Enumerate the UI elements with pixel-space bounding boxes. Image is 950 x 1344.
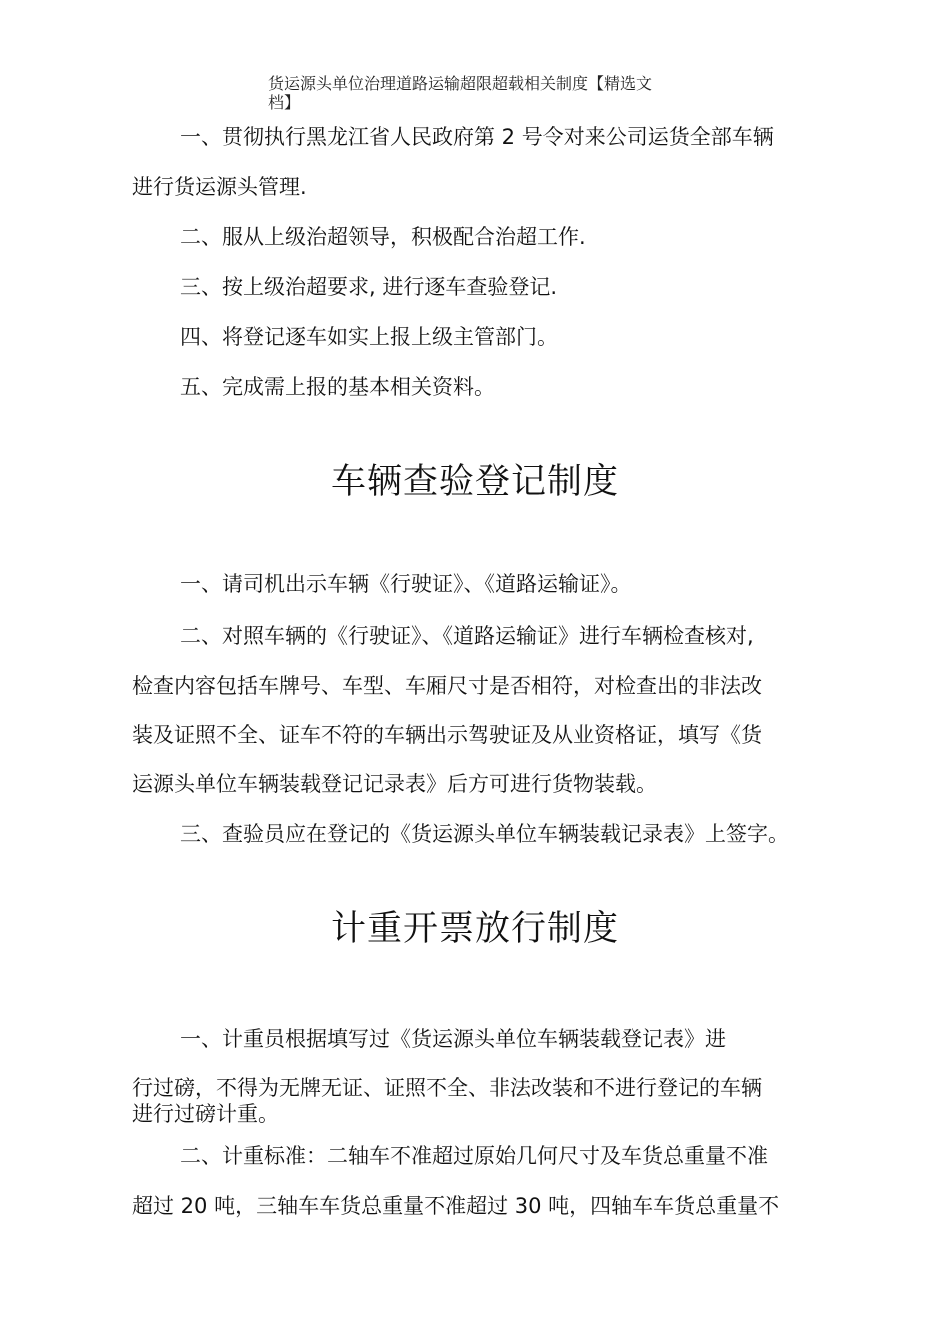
section-title: 车辆查验登记制度 [330, 462, 619, 502]
header-line-1: 货运源头单位治理道路运输超限超载相关制度【精选文 [268, 74, 653, 93]
paragraph-line: 五、完成需上报的基本相关资料。 [180, 375, 495, 399]
paragraph-line: 一、贯彻执行黑龙江省人民政府第 2 号令对来公司运货全部车辆 [180, 125, 774, 149]
header-line-2: 档】 [268, 93, 301, 112]
paragraph-line: 检查内容包括车牌号、车型、车厢尺寸是否相符，对检查出的非法改 [132, 674, 762, 698]
paragraph-line: 运源头单位车辆装载登记记录表》后方可进行货物装载。 [132, 772, 657, 796]
paragraph-line: 四、将登记逐车如实上报上级主管部门。 [180, 325, 558, 349]
document-header [268, 74, 688, 112]
paragraph-line: 进行货运源头管理. [132, 175, 307, 199]
paragraph-line: 二、服从上级治超领导，积极配合治超工作. [180, 225, 586, 249]
section-title: 计重开票放行制度 [330, 909, 619, 949]
paragraph-line: 二、计重标准：二轴车不准超过原始几何尺寸及车货总重量不准 [180, 1144, 768, 1168]
paragraph-line: 超过 20 吨，三轴车车货总重量不准超过 30 吨，四轴车车货总重量不 [132, 1194, 780, 1218]
paragraph-line: 行过磅，不得为无牌无证、证照不全、非法改装和不进行登记的车辆 [132, 1076, 762, 1100]
paragraph-line: 三、查验员应在登记的《货运源头单位车辆装载记录表》上签字。 [180, 822, 789, 846]
paragraph-line: 进行过磅计重。 [132, 1102, 279, 1126]
paragraph-line: 一、计重员根据填写过《货运源头单位车辆装载登记表》进 [180, 1027, 726, 1051]
paragraph-line: 二、对照车辆的《行驶证》、《道路运输证》进行车辆检查核对, [180, 624, 754, 648]
paragraph-line: 装及证照不全、证车不符的车辆出示驾驶证及从业资格证，填写《货 [132, 723, 762, 747]
paragraph-line: 一、请司机出示车辆《行驶证》、《道路运输证》。 [180, 572, 632, 596]
paragraph-line: 三、按上级治超要求, 进行逐车查验登记. [180, 275, 558, 299]
